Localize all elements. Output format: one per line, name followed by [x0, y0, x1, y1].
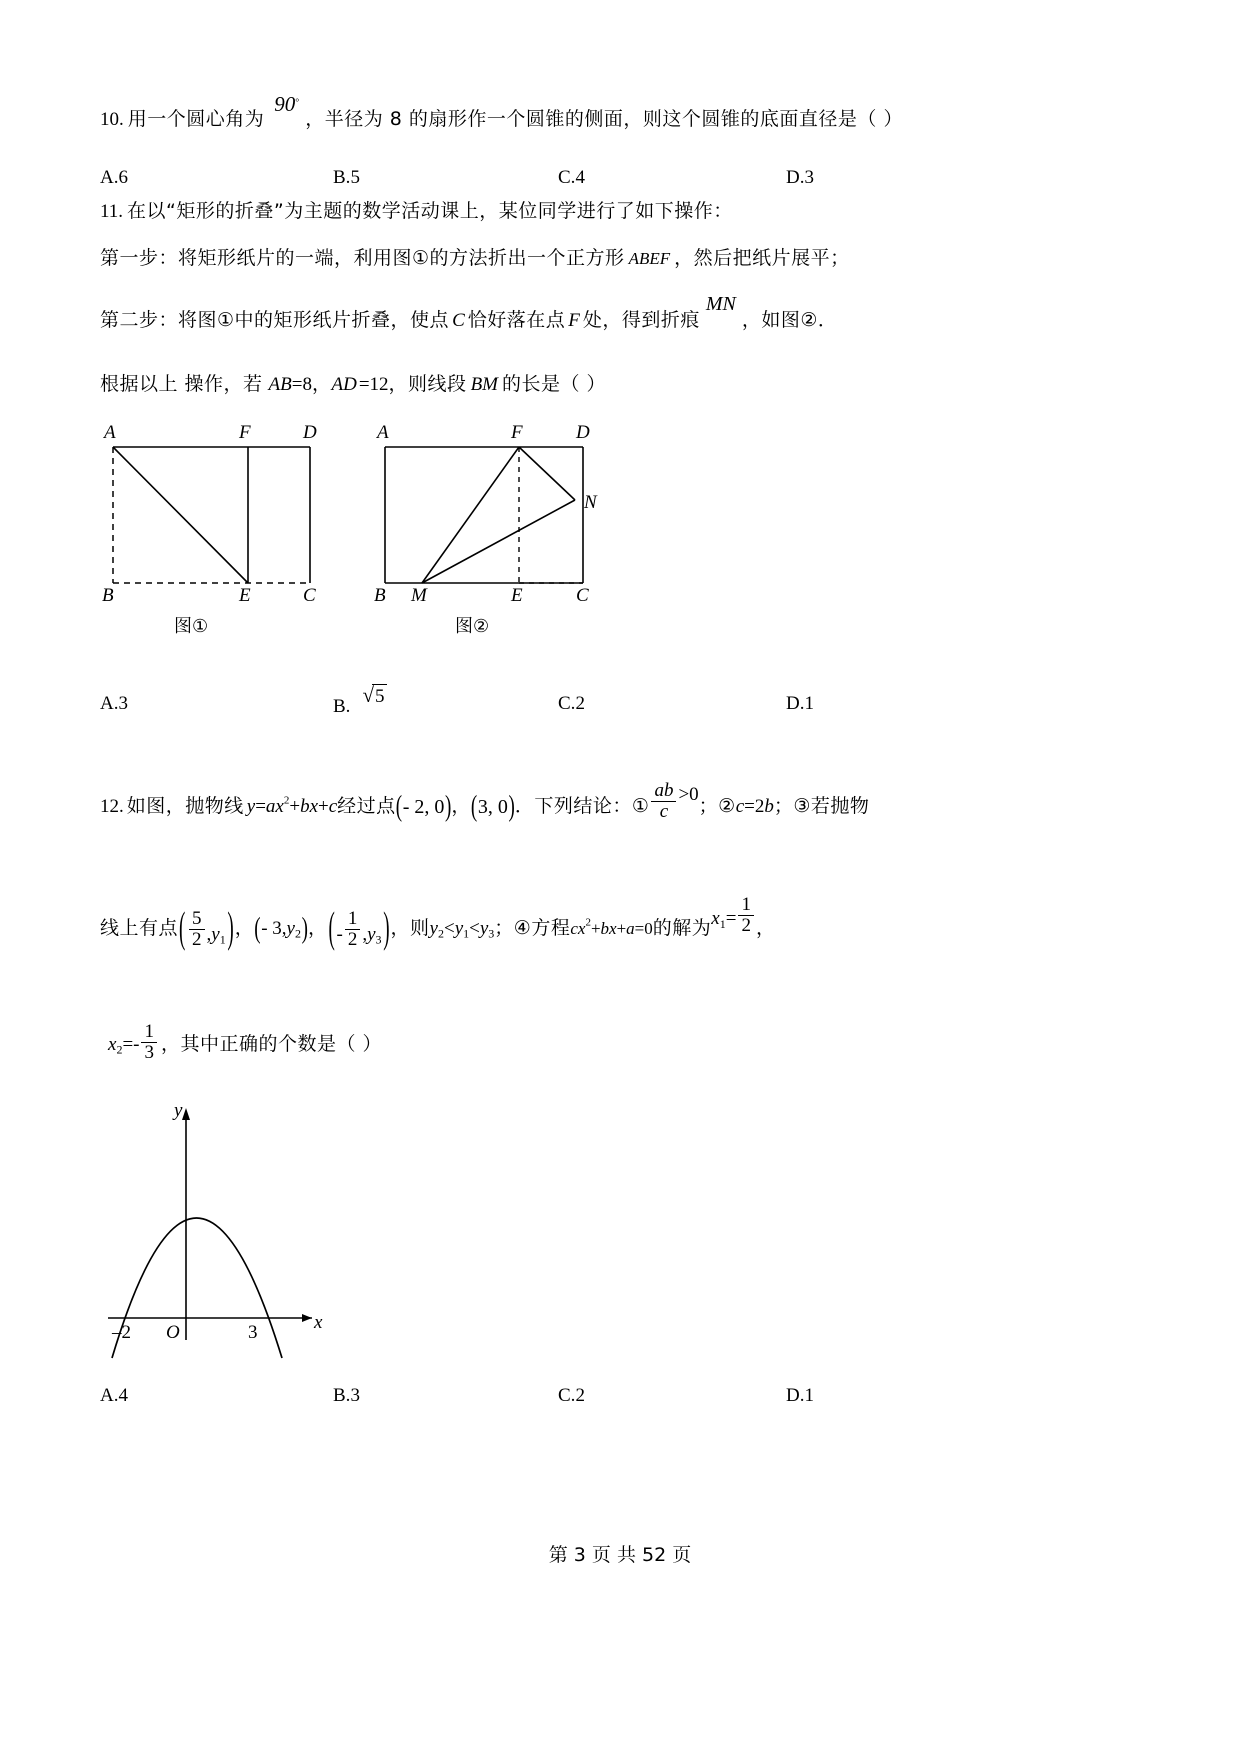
- question-12-line-1: [100, 780, 870, 824]
- question-10-stem: [100, 92, 903, 130]
- option-label: A.: [100, 693, 119, 714]
- option-value: 6: [118, 167, 128, 188]
- p3-fraction: [345, 909, 361, 950]
- q12-l2-text-a: 线上有点: [100, 916, 179, 939]
- q12-l3-tail: ，其中正确的个数是（ ）: [160, 1032, 383, 1055]
- step2-point-f: F: [568, 310, 580, 331]
- step2-text-c: 处，得到折痕: [582, 309, 700, 331]
- question-10-option-a[interactable]: [100, 167, 128, 189]
- option-label: B.: [333, 696, 351, 717]
- p3-frac-den: 2: [345, 929, 361, 950]
- x1-frac-den: 2: [738, 915, 754, 936]
- ineq-y3: y: [479, 917, 489, 939]
- solution-x1-eq: =: [725, 907, 737, 929]
- q12-c2: c: [735, 795, 745, 817]
- question-10-angle-unit: °: [295, 96, 300, 108]
- question-10-angle-value: 90: [274, 92, 296, 116]
- question-12-line-2: [100, 894, 776, 950]
- question-12-option-d[interactable]: [786, 1385, 814, 1407]
- step1-square-abef: ABEF: [628, 249, 671, 268]
- step1-label: 第一步：: [100, 247, 179, 269]
- option-label: C.: [558, 693, 576, 714]
- q12-gt-zero: >0: [678, 783, 699, 805]
- p1-fraction: [189, 909, 205, 950]
- concl-eq2: =12: [358, 374, 389, 395]
- q12-eq2-zero: =0: [634, 918, 653, 938]
- figure-2-label-E: E: [511, 585, 523, 606]
- option-value: 3: [350, 1385, 360, 1406]
- option-value: 4: [575, 167, 585, 188]
- origin-label: O: [166, 1322, 180, 1343]
- question-11-step-2: [100, 293, 838, 331]
- option-label: A.: [100, 1385, 119, 1406]
- q12-eq-y: y: [246, 795, 256, 817]
- option-value: 1: [804, 693, 814, 714]
- solution-x2: x: [108, 1033, 117, 1055]
- step2-crease-mn: MN: [705, 293, 736, 315]
- q12-eq2-plus2: +: [616, 918, 627, 938]
- option-value: 2: [575, 693, 585, 714]
- figure-2-label-B: B: [374, 585, 386, 606]
- question-10-option-b[interactable]: [333, 167, 360, 189]
- q12-point-p2: [254, 919, 308, 940]
- x2-frac-den: 3: [141, 1042, 157, 1063]
- q12-semicolon-2: ；: [773, 794, 794, 817]
- option-value: 3: [804, 167, 814, 188]
- option-label: C.: [558, 167, 576, 188]
- solution-x1-sub: 1: [719, 916, 726, 931]
- q12-fraction-ab-over-c: [651, 781, 676, 822]
- question-11-option-c[interactable]: [558, 693, 585, 715]
- q12-eq-bx: bx: [300, 795, 319, 817]
- parabola-graph: [100, 1100, 360, 1360]
- option-value: 5: [350, 167, 360, 188]
- concl-text-c: 的长是（ ）: [502, 373, 607, 395]
- ineq-y3-sub: 3: [488, 926, 495, 941]
- conclusion-1-marker: ①: [631, 794, 650, 817]
- question-11-conclusion: [100, 375, 606, 394]
- step1-text-b: ，然后把纸片展平；: [674, 247, 850, 269]
- q12-eq-exponent: 2: [283, 794, 290, 807]
- question-10-stem-after: ，半径为 8 的扇形作一个圆锥的侧面，则这个圆锥的底面直径是（ ）: [305, 108, 903, 130]
- q12-eq-equals: =: [255, 795, 266, 817]
- q12-comma: ，: [451, 794, 471, 817]
- concl-eq1: =8: [291, 374, 312, 395]
- p1-y-sub: 1: [219, 932, 226, 947]
- q12-l2-comma-1: ，: [234, 916, 255, 939]
- solution-x2-eq: =-: [122, 1033, 140, 1055]
- q12-l2-text-c: 的解为: [652, 916, 712, 939]
- step2-label: 第二步：: [100, 309, 179, 331]
- option-value: 3: [118, 693, 128, 714]
- option-value: 2: [575, 1385, 585, 1406]
- q12-c2-eq: =2: [744, 795, 765, 817]
- x-tick-minus-2: –2: [112, 1322, 131, 1343]
- p3-frac-num: 1: [347, 908, 358, 930]
- step2-point-c: C: [452, 310, 465, 331]
- question-12-option-b[interactable]: [333, 1385, 360, 1407]
- solution-x2-fraction: [141, 1022, 157, 1063]
- ineq-y2: y: [454, 917, 464, 939]
- page-footer: 第 3 页 共 52 页: [548, 1544, 692, 1566]
- step2-text-b: 恰好落在点: [467, 309, 566, 331]
- q12-eq-ax: ax: [265, 795, 284, 817]
- question-11-option-d[interactable]: [786, 693, 814, 715]
- conclusion-2-marker: ②: [718, 794, 736, 817]
- p3-y: y: [367, 923, 376, 945]
- figure-2-label-N: N: [584, 492, 597, 513]
- concl-ab: AB: [268, 374, 292, 395]
- q12-eq2-a: a: [626, 918, 635, 938]
- question-10-number: 10.: [100, 109, 124, 130]
- solution-x1-fraction: [738, 895, 754, 936]
- option-label: B.: [333, 167, 351, 188]
- q12-c2-b: b: [764, 795, 774, 817]
- q12-eq-plus2: +: [318, 795, 329, 817]
- q12-eq-c: c: [328, 795, 338, 817]
- concl-bm: BM: [470, 374, 498, 395]
- p2-y: y: [286, 918, 295, 940]
- question-12-line-3: [108, 1022, 382, 1063]
- step2-text-a: 将图①中的矩形纸片折叠，使点: [178, 309, 450, 331]
- q12-l2-text-b: ，则: [390, 916, 430, 939]
- q12-eq2-bx: bx: [600, 918, 617, 938]
- solution-x2-sub: 2: [116, 1042, 123, 1057]
- q12-eq2-exp: 2: [585, 916, 591, 929]
- figure-2-drawing: [378, 430, 608, 605]
- q12-eq2-cx: cx: [570, 918, 586, 938]
- q12-semicolon-1: ；: [698, 794, 719, 817]
- conclusion-3-marker: ③若抛物: [793, 794, 870, 817]
- x-tick-3: 3: [248, 1322, 258, 1343]
- sqrt-icon: √ 5: [360, 683, 386, 708]
- fraction-numerator: ab: [654, 780, 674, 801]
- question-11-stem: [100, 202, 733, 221]
- figure-1: [100, 422, 330, 606]
- option-label: D.: [786, 1385, 805, 1406]
- q12-text-c: ．下列结论：: [514, 794, 632, 817]
- option-value: 1: [804, 1385, 814, 1406]
- p1-y: y: [211, 923, 220, 945]
- figure-1-caption: 图①: [174, 616, 209, 637]
- step1-text-a: 将矩形纸片的一端，利用图①的方法折出一个正方形: [178, 247, 625, 269]
- x2-frac-num: 1: [144, 1021, 154, 1042]
- p3-neg: -: [336, 923, 343, 945]
- question-11-number: 11.: [100, 201, 124, 222]
- fraction-denominator: c: [651, 801, 676, 822]
- concl-text-a: 根据以上 操作，若: [100, 373, 263, 395]
- figure-2-label-F: F: [511, 422, 523, 443]
- question-11-stem-text: 在以“矩形的折叠”为主题的数学活动课上，某位同学进行了如下操作：: [127, 200, 733, 222]
- q12-l2-semicolon: ；: [494, 916, 514, 939]
- option-label: C.: [558, 1385, 576, 1406]
- q12-l2-tail: ，: [755, 916, 776, 939]
- ineq-lt-2: <: [469, 917, 480, 939]
- figure-2-label-D: D: [576, 422, 590, 443]
- q12-eq-plus1: +: [289, 795, 301, 817]
- p2-y-sub: 2: [294, 926, 301, 941]
- figure-1-label-E: E: [239, 585, 251, 606]
- concl-ad: AD: [331, 374, 357, 395]
- x-axis-label: x: [314, 1312, 323, 1333]
- q12-point-p1: ( $\frac{5}{2}$ ,y1 ): [178, 909, 235, 950]
- figure-1-label-D: D: [303, 422, 317, 443]
- question-12-option-c[interactable]: [558, 1385, 585, 1407]
- q12-text-b: 经过点: [337, 794, 396, 817]
- figure-1-label-A: A: [104, 422, 116, 443]
- ineq-lt-1: <: [443, 917, 455, 939]
- y-axis-label: y: [174, 1100, 183, 1121]
- figure-1-label-B: B: [102, 585, 114, 606]
- figure-2-caption: 图②: [455, 616, 490, 637]
- figure-2: [374, 422, 608, 606]
- question-10-option-c[interactable]: [558, 167, 585, 189]
- option-value: 4: [118, 1385, 128, 1406]
- solution-x1: x: [711, 907, 720, 929]
- question-11-option-b[interactable]: [333, 683, 386, 718]
- figure-1-label-C: C: [303, 585, 316, 606]
- q12-l2-comma-2: ，: [307, 916, 328, 939]
- q12-point-1: ( - 2, 0 ): [396, 797, 452, 817]
- option-label: D.: [786, 693, 805, 714]
- option-label: B.: [333, 1385, 351, 1406]
- q12-eq2-plus1: +: [590, 918, 601, 938]
- question-11-option-a[interactable]: [100, 693, 128, 715]
- question-11-step-1: [100, 249, 850, 268]
- figure-2-label-A: A: [377, 422, 389, 443]
- question-10-stem-before: 用一个圆心角为: [127, 108, 265, 130]
- question-12-option-a[interactable]: [100, 1385, 128, 1407]
- figure-2-label-M: M: [411, 585, 427, 606]
- question-12-number: 12.: [100, 795, 124, 817]
- q12-point-p3: ( - $\frac{1}{2}$ ,y3 ): [328, 909, 391, 950]
- p3-y-sub: 3: [375, 932, 382, 947]
- p1-frac-num: ( 5: [192, 908, 202, 930]
- figure-1-label-F: F: [239, 422, 251, 443]
- option-label: D.: [786, 167, 805, 188]
- radicand: 5: [374, 686, 385, 707]
- ineq-y1-sub: 2: [437, 926, 444, 941]
- question-10-option-d[interactable]: [786, 167, 814, 189]
- ineq-y1: y: [429, 917, 438, 939]
- p2-x: - 3,: [261, 918, 287, 940]
- ineq-y2-sub: 1: [463, 926, 470, 941]
- conclusion-4-marker: ④方程: [513, 916, 571, 939]
- p1-frac-den: 2: [189, 929, 205, 950]
- step2-text-d: ，如图②．: [741, 309, 838, 331]
- concl-text-b: ，则线段: [388, 373, 467, 395]
- figure-2-label-C: C: [576, 585, 589, 606]
- concl-sep: ，: [311, 373, 332, 395]
- option-label: A.: [100, 167, 119, 188]
- x1-frac-num: 1: [741, 894, 751, 915]
- q12-text-a: 如图，抛物线: [126, 794, 244, 817]
- q12-point-2: ( 3, 0 ): [471, 797, 515, 817]
- figure-1-drawing: [100, 430, 330, 605]
